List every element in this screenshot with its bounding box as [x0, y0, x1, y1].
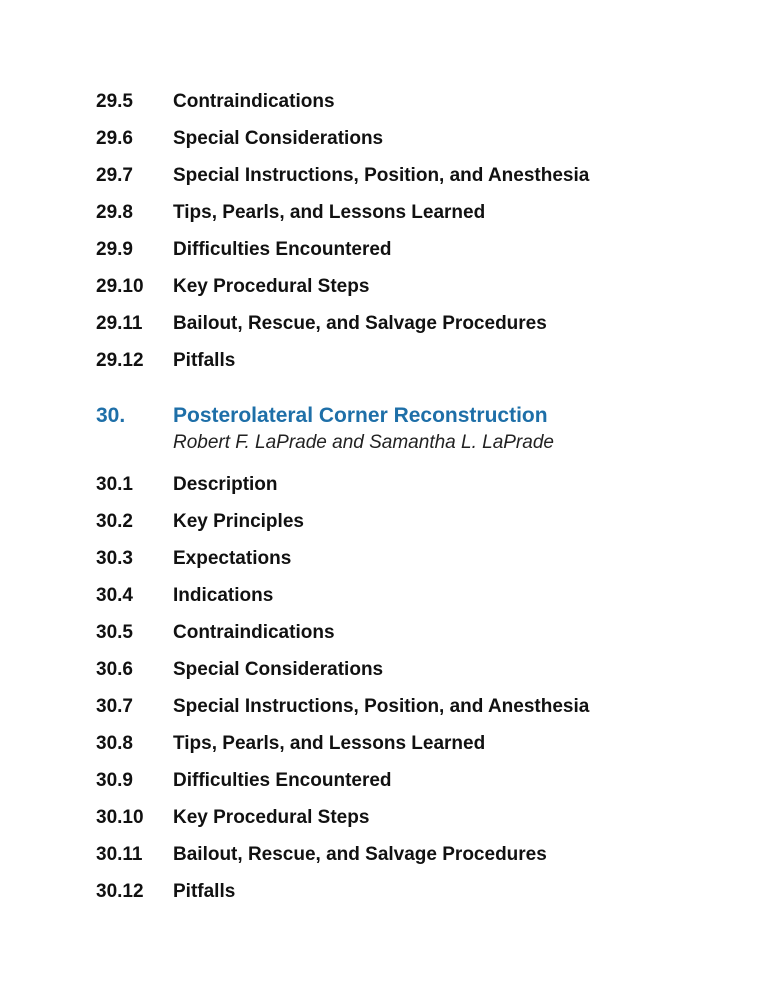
entry-number: 29.8 — [96, 202, 133, 223]
chapter-30-heading — [96, 402, 736, 456]
toc-entry-30-8[interactable] — [96, 725, 736, 762]
toc-entry-29-7[interactable] — [96, 157, 736, 194]
entry-title: Pitfalls — [173, 350, 236, 371]
entry-number: 30.1 — [96, 474, 133, 495]
toc-entry-30-9[interactable] — [96, 762, 736, 799]
chapter-number: 30. — [96, 404, 126, 427]
entry-number: 30.7 — [96, 696, 133, 717]
entry-title: Special Instructions, Position, and Anesthesia — [173, 165, 590, 186]
entry-number: 30.11 — [96, 844, 143, 865]
entry-title: Contraindications — [173, 91, 335, 112]
entry-title: Difficulties Encountered — [173, 239, 392, 260]
toc-entry-29-10[interactable] — [96, 268, 736, 305]
toc-entry-29-6[interactable] — [96, 120, 736, 157]
entry-number: 30.2 — [96, 511, 133, 532]
entry-number: 30.4 — [96, 585, 133, 606]
entry-title: Bailout, Rescue, and Salvage Procedures — [173, 313, 547, 334]
entry-title: Key Principles — [173, 511, 304, 532]
entry-number: 29.7 — [96, 165, 133, 186]
entry-title: Description — [173, 474, 278, 495]
entry-title: Pitfalls — [173, 881, 236, 902]
entry-title: Key Procedural Steps — [173, 807, 370, 828]
entry-number: 30.8 — [96, 733, 133, 754]
entry-title: Key Procedural Steps — [173, 276, 370, 297]
toc-entry-29-8[interactable] — [96, 194, 736, 231]
toc-entry-30-5[interactable] — [96, 614, 736, 651]
toc-entry-30-10[interactable] — [96, 799, 736, 836]
entry-number: 30.6 — [96, 659, 133, 680]
section-30-list — [96, 466, 736, 910]
toc-entry-30-4[interactable] — [96, 577, 736, 614]
toc-entry-29-5[interactable] — [96, 83, 736, 120]
chapter-title: Posterolateral Corner Reconstruction — [173, 404, 548, 427]
entry-title: Special Considerations — [173, 128, 384, 149]
toc-entry-30-7[interactable] — [96, 688, 736, 725]
entry-number: 30.12 — [96, 881, 144, 902]
entry-title: Tips, Pearls, and Lessons Learned — [173, 202, 486, 223]
section-29-list — [96, 83, 736, 379]
entry-title: Special Considerations — [173, 659, 384, 680]
toc-entry-30-3[interactable] — [96, 540, 736, 577]
entry-number: 30.3 — [96, 548, 133, 569]
entry-title: Difficulties Encountered — [173, 770, 392, 791]
entry-title: Special Instructions, Position, and Anesthesia — [173, 696, 590, 717]
entry-number: 29.10 — [96, 276, 144, 297]
entry-number: 29.5 — [96, 91, 133, 112]
entry-title: Expectations — [173, 548, 292, 569]
toc-entry-30-11[interactable] — [96, 836, 736, 873]
entry-number: 29.9 — [96, 239, 133, 260]
toc-entry-30-1[interactable] — [96, 466, 736, 503]
toc-entry-29-11[interactable] — [96, 305, 736, 342]
toc-entry-30-12[interactable] — [96, 873, 736, 910]
chapter-title-line[interactable] — [96, 402, 736, 430]
entry-title: Indications — [173, 585, 274, 606]
entry-number: 30.5 — [96, 622, 133, 643]
entry-title: Contraindications — [173, 622, 335, 643]
toc-entry-30-6[interactable] — [96, 651, 736, 688]
entry-number: 30.9 — [96, 770, 133, 791]
toc-entry-29-12[interactable] — [96, 342, 736, 379]
entry-title: Bailout, Rescue, and Salvage Procedures — [173, 844, 547, 865]
entry-number: 29.11 — [96, 313, 143, 334]
entry-number: 29.6 — [96, 128, 133, 149]
entry-number: 30.10 — [96, 807, 144, 828]
entry-number: 29.12 — [96, 350, 144, 371]
toc-entry-30-2[interactable] — [96, 503, 736, 540]
chapter-authors: Robert F. LaPrade and Samantha L. LaPrade — [173, 432, 554, 453]
entry-title: Tips, Pearls, and Lessons Learned — [173, 733, 486, 754]
toc-entry-29-9[interactable] — [96, 231, 736, 268]
